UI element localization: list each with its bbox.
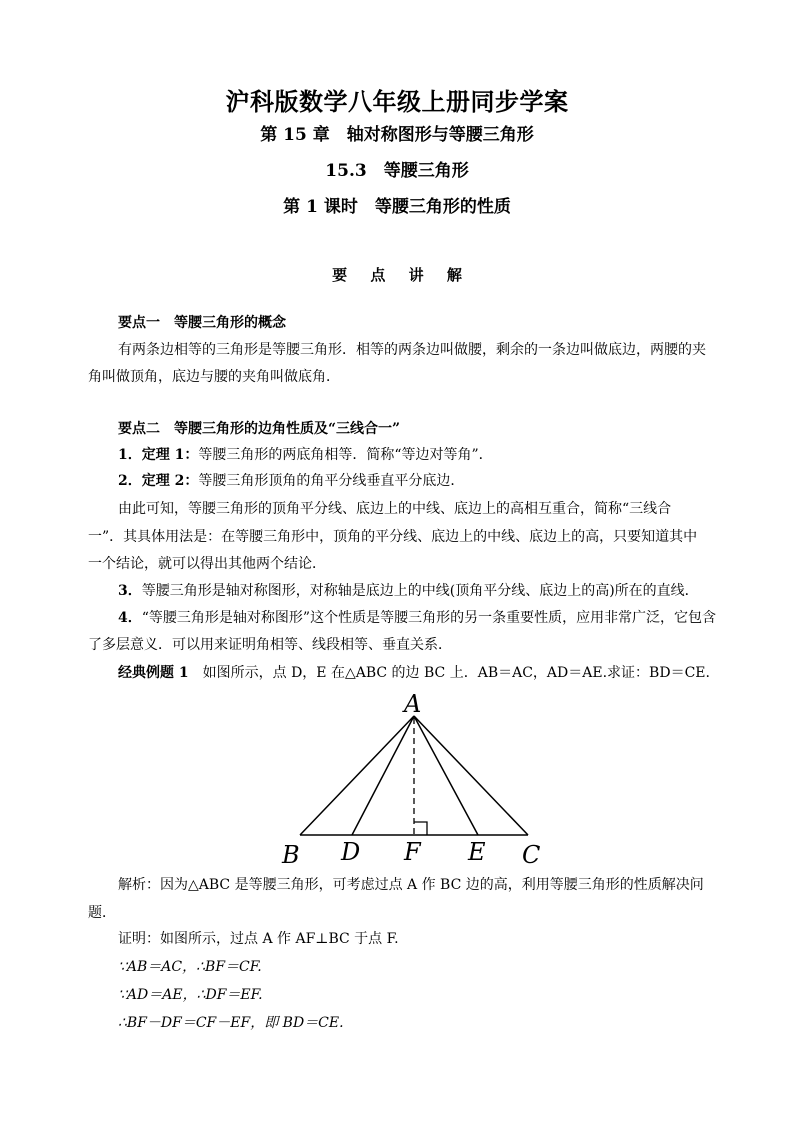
proof-line3: ∵AD＝AE，∴DF＝EF. <box>118 987 263 1003</box>
triangle-figure <box>270 688 560 870</box>
point2-para-line2: 一”．其具体用法是：在等腰三角形中，顶角的平分线、底边上的中线、底边上的高，只要知道其中 <box>88 529 698 545</box>
section-title: 15.3 等腰三角形 <box>325 161 469 181</box>
analysis-line1: 解析：因为△ABC 是等腰三角形，可考虑过点 A 作 BC 边的高，利用等腰三角形的性质解决问 <box>118 877 704 893</box>
item3-text: 等腰三角形是轴对称图形，对称轴是底边上的中线(顶角平分线、底边上的高)所在的直线． <box>141 583 699 599</box>
item2-text: 等腰三角形顶角的角平分线垂直平分底边． <box>198 473 465 489</box>
point2-item4-line2: 了多层意义．可以用来证明角相等、线段相等、垂直关系． <box>88 637 452 653</box>
segment-ac <box>414 716 528 835</box>
segment-ab <box>300 716 414 835</box>
point2-item2 <box>118 472 708 490</box>
segment-ae <box>414 716 478 835</box>
label-c: C <box>522 841 541 869</box>
point2-para-line3: 一个结论，就可以得出其他两个结论． <box>88 556 326 572</box>
point1-heading: 要点一 等腰三角形的概念 <box>118 315 286 331</box>
item1-label: 1．定理 1： <box>118 447 199 463</box>
analysis-line2: 题． <box>88 905 116 921</box>
point2-item4-line1 <box>118 609 717 627</box>
example-text: 如图所示，点 D，E 在△ABC 的边 BC 上．AB＝AC，AD＝AE.求证：BD＝CE. <box>202 665 710 681</box>
point2-item3 <box>118 582 708 600</box>
example-label: 经典例题 1 <box>118 665 189 681</box>
item1-text: 等腰三角形的两底角相等．简称“等边对等角”． <box>198 447 493 463</box>
point2-item1 <box>118 446 708 464</box>
item4-label: 4． <box>118 610 142 626</box>
example-line <box>118 664 708 682</box>
point1-text-line2: 角叫做顶角，底边与腰的夹角叫做底角． <box>88 369 340 385</box>
label-b: B <box>282 841 300 869</box>
label-e: E <box>468 838 486 866</box>
right-angle-mark <box>414 822 427 835</box>
proof-line2: ∵AB＝AC，∴BF＝CF. <box>118 959 262 975</box>
lesson-title: 第 1 课时 等腰三角形的性质 <box>283 197 511 217</box>
chapter-title: 第 15 章 轴对称图形与等腰三角形 <box>260 125 534 145</box>
item3-label: 3． <box>118 583 142 599</box>
item4-text-line1: “等腰三角形是轴对称图形”这个性质是等腰三角形的另一条重要性质，应用非常广泛，它包含 <box>141 610 717 626</box>
item2-label: 2．定理 2： <box>118 473 199 489</box>
point2-para-line1: 由此可知，等腰三角形的顶角平分线、底边上的中线、底边上的高相互重合，简称“三线合 <box>118 501 672 517</box>
segment-ad <box>352 716 414 835</box>
point1-text-line1: 有两条边相等的三角形是等腰三角形．相等的两条边叫做腰，剩余的一条边叫做底边，两腰的夹 <box>118 342 706 358</box>
label-f: F <box>404 838 421 866</box>
proof-line4: ∴BF－DF＝CF－EF，即 BD＝CE. <box>118 1015 344 1031</box>
point2-heading: 要点二 等腰三角形的边角性质及“三线合一” <box>118 421 401 437</box>
label-d: D <box>341 838 361 866</box>
proof-line1: 证明：如图所示，过点 A 作 AF⊥BC 于点 F. <box>118 931 399 947</box>
main-heading: 要 点 讲 解 <box>332 266 462 284</box>
document-title: 沪科版数学八年级上册同步学案 <box>225 87 569 116</box>
label-a: A <box>404 690 422 718</box>
